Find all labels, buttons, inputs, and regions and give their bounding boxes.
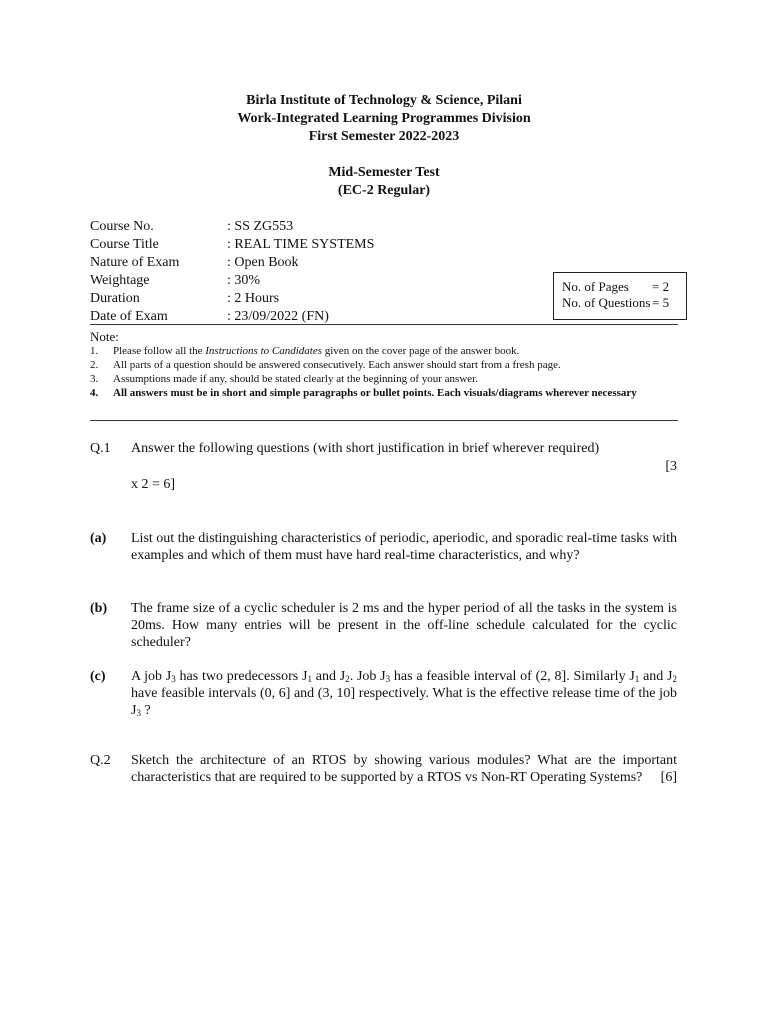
info-row-nature <box>90 254 374 272</box>
course-info <box>90 218 374 326</box>
test-type: (EC-2 Regular) <box>337 183 431 198</box>
question-2-marks: [6] <box>660 770 677 785</box>
info-label: Duration <box>90 291 140 306</box>
document-header <box>0 92 768 146</box>
info-value: : REAL TIME SYSTEMS <box>227 237 375 252</box>
info-row-course-title <box>90 236 374 254</box>
info-value: : 23/09/2022 (FN) <box>227 309 329 324</box>
question-2-text: Sketch the architecture of an RTOS by showing various modules? What are the important characteristics that are required to be supported by a RTOS vs Non-RT Operating Systems? [6] <box>131 753 677 785</box>
info-row-course-no <box>90 218 374 236</box>
question-1a-label: (a) <box>90 531 107 546</box>
info-label: Date of Exam <box>90 309 168 324</box>
note-item: 2. All parts of a question should be answered consecutively. Each answer should start from a fresh page. <box>90 359 561 371</box>
info-value: : SS ZG553 <box>227 219 294 234</box>
note-item: 4. All answers must be in short and simple paragraphs or bullet points. Each visuals/diagrams wherever necessary <box>90 387 637 399</box>
semester: First Semester 2022-2023 <box>308 129 460 144</box>
pages-questions-box <box>553 272 687 320</box>
note-item: 3. Assumptions made if any, should be stated clearly at the beginning of your answer. <box>90 373 478 385</box>
info-value: : Open Book <box>227 255 299 270</box>
pages-count: No. of Pages = 2 <box>562 279 670 294</box>
info-value: : 30% <box>227 273 261 288</box>
question-1-text: Answer the following questions (with short justification in brief wherever required) [3 x 2 = 6] <box>131 441 677 492</box>
question-2-number: Q.2 <box>90 753 111 768</box>
info-label: Course No. <box>90 219 154 234</box>
info-row-duration <box>90 290 374 308</box>
questions-count: No. of Questions = 5 <box>562 295 670 310</box>
test-name: Mid-Semester Test <box>328 165 440 180</box>
question-1b-text: The frame size of a cyclic scheduler is 2 ms and the hyper period of all the tasks in the system is 20ms. How many entries will be present in the off-line schedule calculated for the cyclic scheduler? <box>131 601 677 650</box>
info-label: Nature of Exam <box>90 255 180 270</box>
note-item: 1. Please follow all the Instructions to Candidates given on the cover page of the answer book. <box>90 345 520 357</box>
question-1c-label: (c) <box>90 669 106 684</box>
info-label: Weightage <box>90 273 150 288</box>
question-1-number: Q.1 <box>90 441 111 456</box>
info-label: Course Title <box>90 237 159 252</box>
question-1b-label: (b) <box>90 601 108 616</box>
divider-bottom <box>90 420 678 421</box>
question-1-marks-cont: x 2 = 6] <box>131 477 176 492</box>
info-value: : 2 Hours <box>227 291 280 306</box>
question-1a-text: List out the distinguishing characteristics of periodic, aperiodic, and sporadic real-time tasks with examples and which of them must have hard real-time characteristics, and why? <box>131 531 677 563</box>
notes-section <box>90 330 690 400</box>
test-title <box>0 164 768 200</box>
notes-heading: Note: <box>90 329 119 344</box>
divider-top <box>90 324 678 325</box>
info-row-weightage <box>90 272 374 290</box>
question-1-marks: [3 <box>665 459 677 474</box>
division-name: Work-Integrated Learning Programmes Division <box>237 111 531 126</box>
question-1c-text: A job $J_3$ has two predecessors $J_1$ and $J_2$. Job $J_3$ has a feasible interval of (2, 8]. Similarly $J_1$ and $J_2$ have feasible intervals (0, 6] and (3, 10] respectively. What is the effective release time of the job $J_3$ ? <box>131 669 678 718</box>
institute-name: Birla Institute of Technology & Science, Pilani <box>246 93 522 108</box>
